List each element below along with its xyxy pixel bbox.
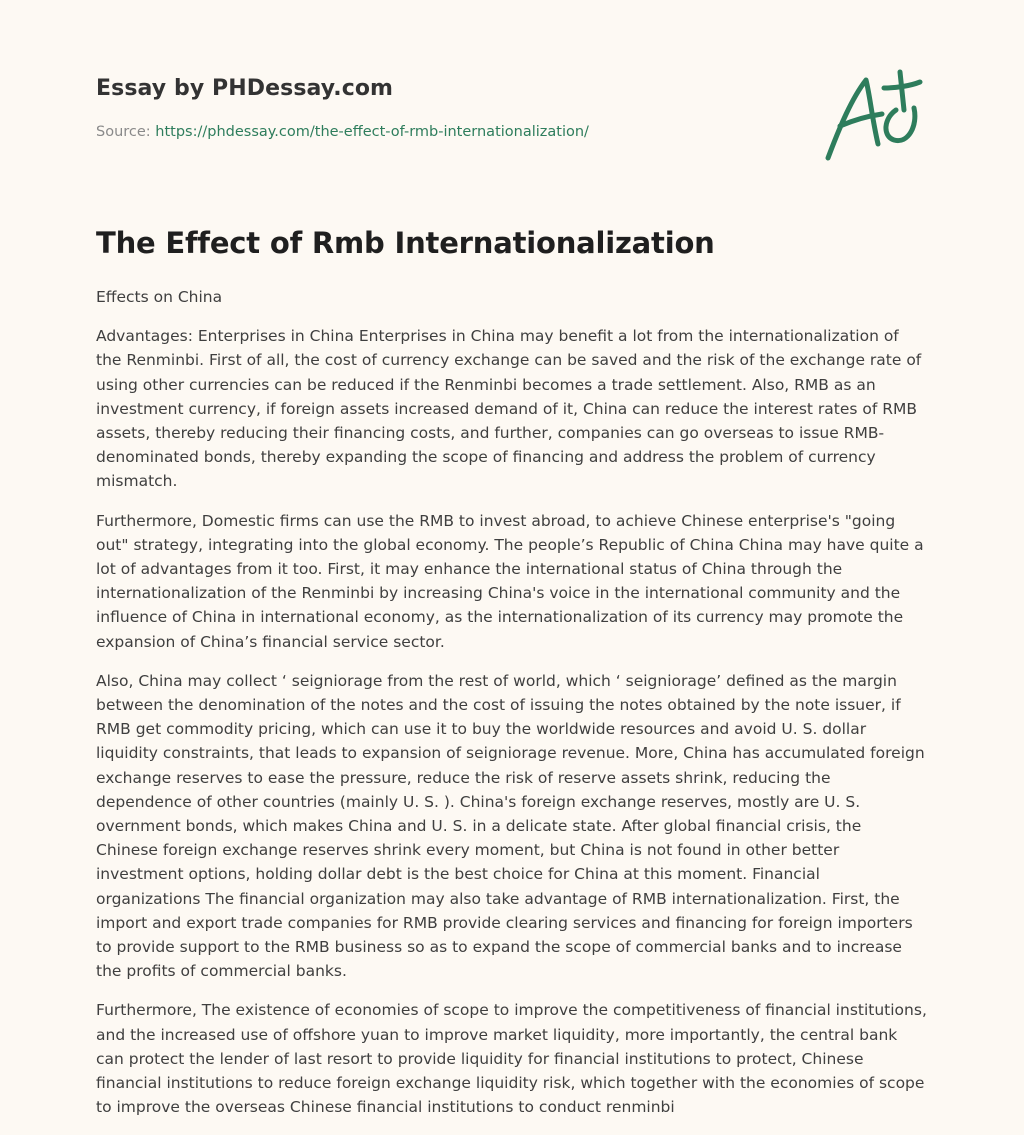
- section-heading: Effects on China: [96, 288, 223, 306]
- site-title: Essay by PHDessay.com: [96, 76, 394, 101]
- document-title: The Effect of Rmb Internationalization: [96, 226, 715, 260]
- body-paragraph: Advantages: Enterprises in China Enterprises in China may benefit a lot from the internationalization of the Renminbi. First of all, the cost of currency exchange can be saved and the risk of the exchange rate of using other currencies can be reduced if the Renminbi becomes a trade settlement. Also, RMB as an investment currency, if foreign assets increased demand of it, China can reduce the interest rates of RMB assets, thereby reducing their financing costs, and further, companies can go overseas to issue RMB-denominated bonds, thereby expanding the scope of financing and address the problem of currency mismatch.: [96, 327, 922, 491]
- body-paragraph: Also, China may collect ‘ seigniorage from the rest of world, which ‘ seigniorage’ defined as the margin between the denomination of the notes and the cost of issuing the notes obtained by the note issuer, if RMB get commodity pricing, which can use it to buy the worldwide resources and avoid U. S. dollar liquidity constraints, that leads to expansion of seigniorage revenue. More, China has accumulated foreign exchange reserves to ease the pressure, reduce the risk of reserve assets shrink, reducing the dependence of other countries (mainly U. S. ). China's foreign exchange reserves, mostly are U. S. overnment bonds, which makes China and U. S. in a delicate state. After global financial crisis, the Chinese foreign exchange reserves shrink every moment, but China is not found in other better investment options, holding dollar debt is the best choice for China at this moment. Financial organizations The financial organization may also take advantage of RMB internationalization. First, the import and export trade companies for RMB provide clearing services and financing for foreign importers to provide support to the RMB business so as to expand the scope of commercial banks and to increase the profits of commercial banks.: [96, 671, 925, 981]
- document-body: [96, 285, 928, 1135]
- body-paragraph: Furthermore, The existence of economies of scope to improve the competitiveness of financial institutions, and the increased use of offshore yuan to improve market liquidity, more importantly, the central bank can protect the lender of last resort to provide liquidity for financial institutions to protect, Chinese financial institutions to reduce foreign exchange liquidity risk, which together with the economies of scope to improve the overseas Chinese financial institutions to conduct renminbi: [96, 1001, 927, 1117]
- source-link[interactable]: https://phdessay.com/the-effect-of-rmb-internationalization/: [155, 124, 589, 140]
- a-plus-logo-icon: [820, 66, 928, 166]
- body-paragraph: Furthermore, Domestic firms can use the RMB to invest abroad, to achieve Chinese enterprise's "going out" strategy, integrating into the global economy. The people’s Republic of China China may have quite a lot of advantages from it too. First, it may enhance the international status of China through the internationalization of the Renminbi by increasing China's voice in the international community and the influence of China in international economy, as the internationalization of its currency may promote the expansion of China’s financial service sector.: [96, 511, 924, 651]
- source-label: Source:: [96, 124, 151, 140]
- source-line: [96, 124, 589, 140]
